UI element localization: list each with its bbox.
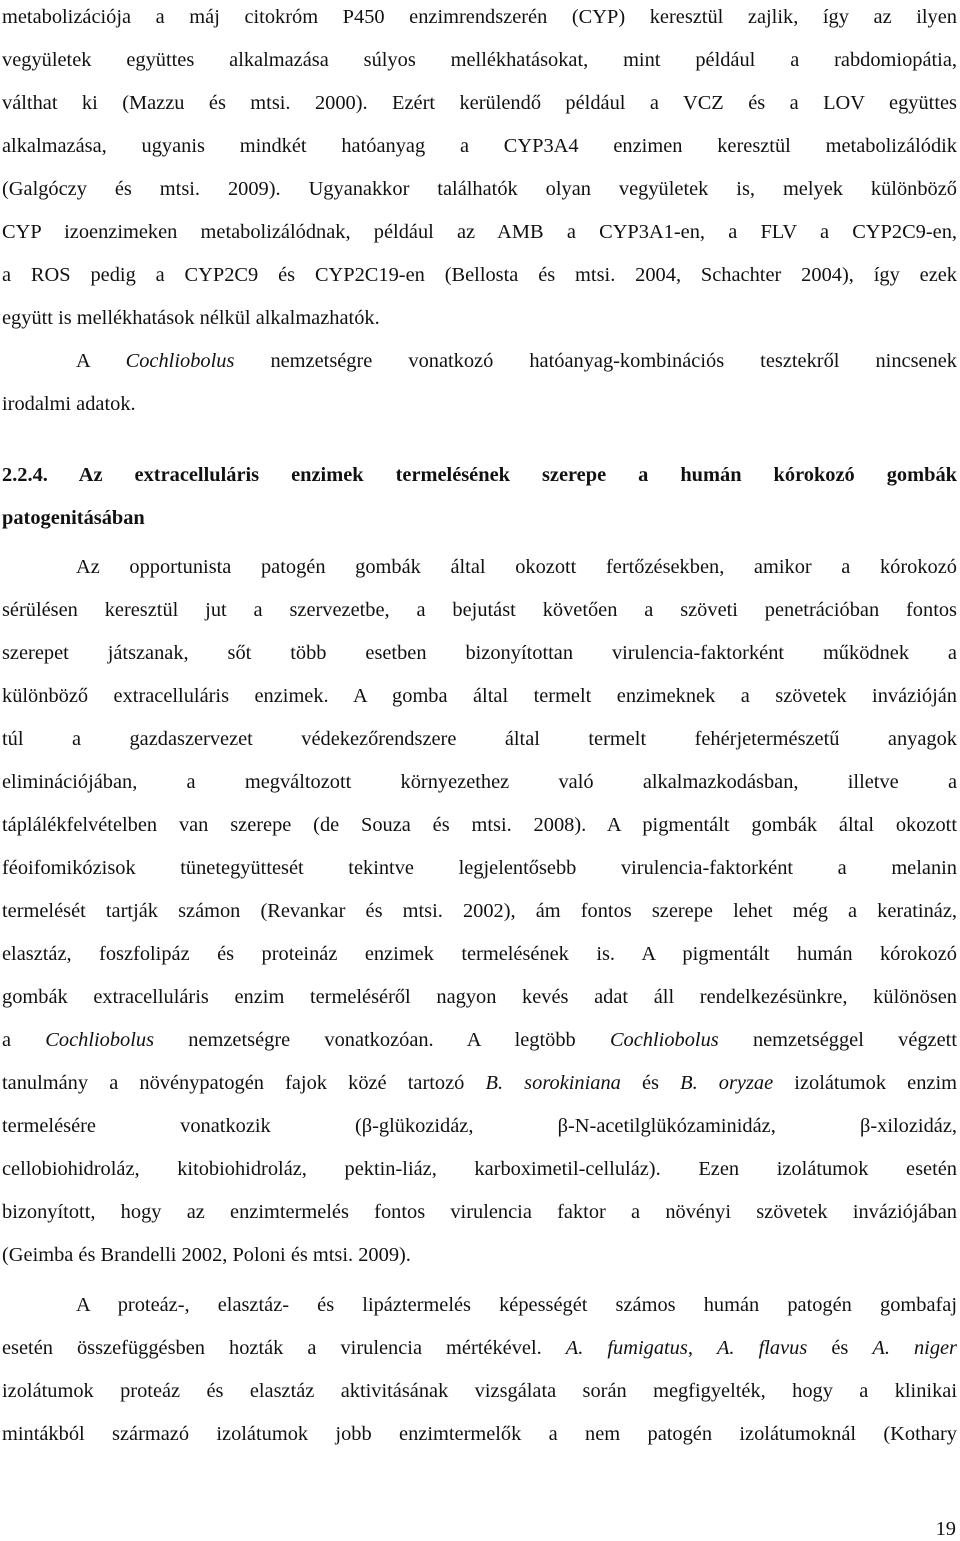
text-line: vegyületek együttes alkalmazása súlyos mellékhatásokat, mint például a rabdomiopátia, [2,49,957,71]
section-heading: 2.2.4. Az extracelluláris enzimek termelésének szerepe a humán kórokozó gombák [2,464,957,486]
text-line: válthat ki (Mazzu és mtsi. 2000). Ezért kerülendő például a VCZ és a LOV együttes [2,92,957,114]
text-line-cochliobolus [76,349,957,373]
text-line: A proteáz-, elasztáz- és lipáztermelés képességét számos humán patogén gombafaj [76,1294,957,1316]
text-line: a ROS pedig a CYP2C9 és CYP2C19-en (Bellosta és mtsi. 2004, Schachter 2004), így ezek [2,264,957,286]
text-line: gombák extracelluláris enzim termeléséről nagyon kevés adat áll rendelkezésünkre, különösen [2,986,957,1008]
text-line: metabolizációja a máj citokróm P450 enzimrendszerén (CYP) keresztül zajlik, így az ilyen [2,6,957,28]
page-number: 19 [935,1518,956,1540]
text-line: féoifomikózisok tünetegyüttesét tekintve legjelentősebb virulencia-faktorként a melanin [2,857,957,879]
text-line: alkalmazása, ugyanis mindkét hatóanyag a CYP3A4 enzimen keresztül metabolizálódik [2,135,957,157]
text-line: (Galgóczy és mtsi. 2009). Ugyanakkor találhatók olyan vegyületek is, melyek különböző [2,178,957,200]
text-line: termelését tartják számon (Revankar és mtsi. 2002), ám fontos szerepe lehet még a keratináz, [2,900,957,922]
text-line: Az opportunista patogén gombák által okozott fertőzésekben, amikor a kórokozó [76,556,957,578]
section-heading-continued: patogenitásában [2,507,145,529]
text-line-content: A Cochliobolus nemzetségre vonatkozó hatóanyag-kombinációs tesztekről nincsenek [76,350,957,372]
text-line: izolátumok proteáz és elasztáz aktivitásának vizsgálata során megfigyelték, hogy a klinikai [2,1380,957,1402]
text-line: cellobiohidroláz, kitobiohidroláz, pektin-liáz, karboximetil-celluláz). Ezen izolátumok esetén [2,1158,957,1180]
text-line: (Geimba és Brandelli 2002, Poloni és mtsi. 2009). [2,1244,411,1266]
text-line: bizonyított, hogy az enzimtermelés fontos virulencia faktor a növényi szövetek inváziójában [2,1201,957,1223]
text-line: termelésére vonatkozik (β-glükozidáz, β-N-acetilglükózaminidáz, β-xilozidáz, [2,1115,957,1137]
text-line: különböző extracelluláris enzimek. A gomba által termelt enzimeknek a szövetek invázióján [2,685,957,707]
text-line: eliminációjában, a megváltozott környezethez való alkalmazkodásban, illetve a [2,771,957,793]
text-line: szerepet játszanak, sőt több esetben bizonyítottan virulencia-faktorként működnek a [2,642,957,664]
text-line: sérülésen keresztül jut a szervezetbe, a bejutást követően a szöveti penetrációban fontos [2,599,957,621]
text-line-italic: tanulmány a növénypatogén fajok közé tartozó B. sorokiniana és B. oryzae izolátumok enzim [2,1072,957,1094]
text-line-italic: esetén összefüggésben hozták a virulencia mértékével. A. fumigatus, A. flavus és A. niger [2,1337,957,1359]
text-line: mintákból származó izolátumok jobb enzimtermelők a nem patogén izolátumoknál (Kothary [2,1423,957,1445]
text-line: elasztáz, foszfolipáz és proteináz enzimek termelésének is. A pigmentált humán kórokozó [2,943,957,965]
text-line: irodalmi adatok. [2,393,136,415]
text-line: túl a gazdaszervezet védekezőrendszere által termelt fehérjetermészetű anyagok [2,728,957,750]
text-line: együtt is mellékhatások nélkül alkalmazhatók. [2,307,380,329]
text-line: táplálékfelvételben van szerepe (de Souza és mtsi. 2008). A pigmentált gombák által okozott [2,814,957,836]
text-line-italic: a Cochliobolus nemzetségre vonatkozóan. A legtöbb Cochliobolus nemzetséggel végzett [2,1029,957,1051]
text-line: CYP izoenzimeken metabolizálódnak, például az AMB a CYP3A1-en, a FLV a CYP2C9-en, [2,221,957,243]
